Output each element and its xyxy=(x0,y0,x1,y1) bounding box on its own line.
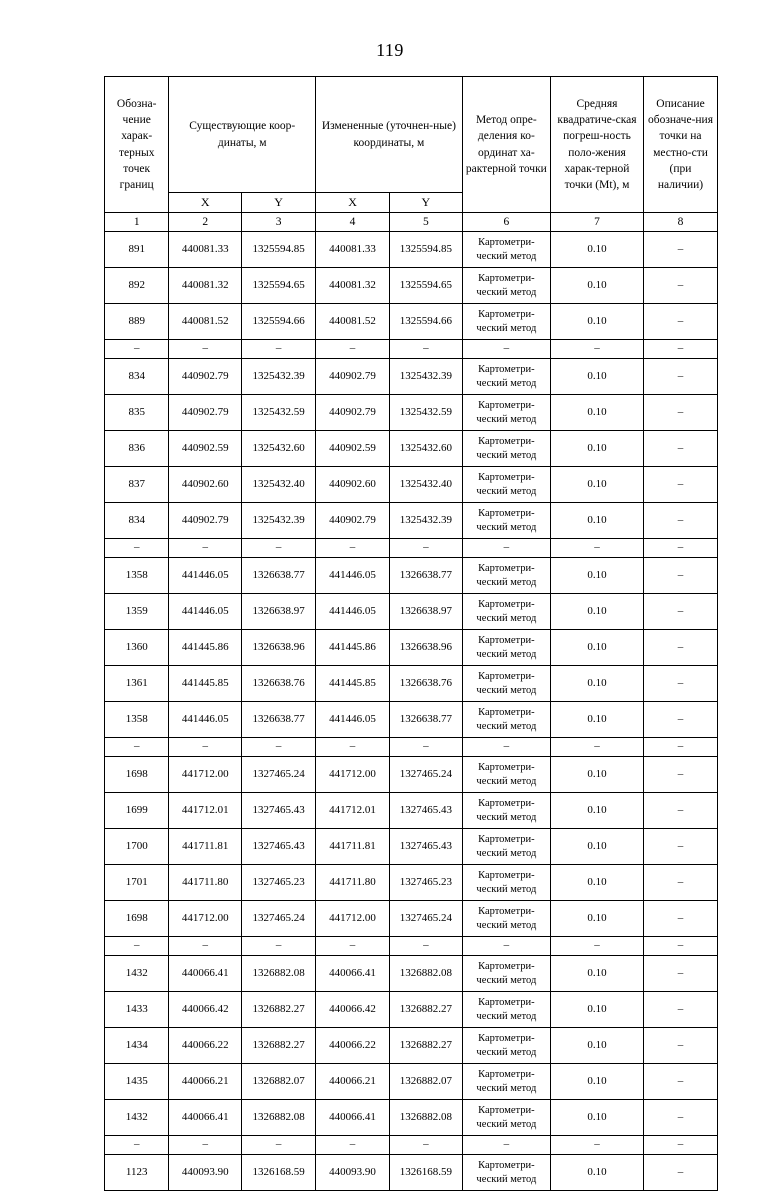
cell-r15-c2: – xyxy=(169,738,242,757)
table-row xyxy=(105,865,718,901)
cell-r0-c3: 1325594.85 xyxy=(242,232,316,268)
cell-r8-c4: 440902.79 xyxy=(316,503,390,539)
cell-r18-c7: 0.10 xyxy=(550,829,643,865)
cell-r10-c3: 1326638.77 xyxy=(242,558,316,594)
cell-r16-c5: 1327465.24 xyxy=(390,757,463,793)
cell-r16-c3: 1327465.24 xyxy=(242,757,316,793)
cell-r1-c3: 1325594.65 xyxy=(242,268,316,304)
cell-r28-c6: Картометри-ческий метод xyxy=(462,1155,550,1191)
table-row xyxy=(105,467,718,503)
cell-r15-c8: – xyxy=(644,738,718,757)
cell-r1-c5: 1325594.65 xyxy=(390,268,463,304)
cell-r25-c7: 0.10 xyxy=(550,1064,643,1100)
cell-r5-c5: 1325432.59 xyxy=(390,395,463,431)
cell-r6-c8: – xyxy=(644,431,718,467)
cell-r11-c4: 441446.05 xyxy=(316,594,390,630)
cell-r27-c1: – xyxy=(105,1136,169,1155)
cell-r12-c6: Картометри-ческий метод xyxy=(462,630,550,666)
cell-r27-c2: – xyxy=(169,1136,242,1155)
cell-r27-c4: – xyxy=(316,1136,390,1155)
table-row xyxy=(105,431,718,467)
column-number-6: 6 xyxy=(462,213,550,232)
header-row-titles xyxy=(105,77,718,193)
cell-r25-c2: 440066.21 xyxy=(169,1064,242,1100)
cell-r0-c2: 440081.33 xyxy=(169,232,242,268)
cell-r11-c1: 1359 xyxy=(105,594,169,630)
cell-r24-c7: 0.10 xyxy=(550,1028,643,1064)
cell-r28-c8: – xyxy=(644,1155,718,1191)
cell-r7-c8: – xyxy=(644,467,718,503)
cell-r11-c7: 0.10 xyxy=(550,594,643,630)
cell-r3-c4: – xyxy=(316,340,390,359)
cell-r12-c7: 0.10 xyxy=(550,630,643,666)
cell-r19-c8: – xyxy=(644,865,718,901)
column-number-4: 4 xyxy=(316,213,390,232)
table-row xyxy=(105,558,718,594)
header-point-designation: Обозна-чение харак-терных точек границ xyxy=(105,77,169,213)
cell-r21-c4: – xyxy=(316,937,390,956)
cell-r28-c4: 440093.90 xyxy=(316,1155,390,1191)
cell-r4-c4: 440902.79 xyxy=(316,359,390,395)
column-number-3: 3 xyxy=(242,213,316,232)
cell-r1-c1: 892 xyxy=(105,268,169,304)
cell-r9-c1: – xyxy=(105,539,169,558)
cell-r20-c7: 0.10 xyxy=(550,901,643,937)
cell-r2-c5: 1325594.66 xyxy=(390,304,463,340)
cell-r22-c4: 440066.41 xyxy=(316,956,390,992)
header-mean-square-error: Средняя квадратиче-ская погреш-ность поло-жения харак-терной точки (Mt), м xyxy=(550,77,643,213)
cell-r23-c1: 1433 xyxy=(105,992,169,1028)
cell-r24-c1: 1434 xyxy=(105,1028,169,1064)
cell-r20-c5: 1327465.24 xyxy=(390,901,463,937)
table-row xyxy=(105,232,718,268)
cell-r20-c2: 441712.00 xyxy=(169,901,242,937)
cell-r17-c2: 441712.01 xyxy=(169,793,242,829)
cell-r8-c5: 1325432.39 xyxy=(390,503,463,539)
table-header xyxy=(105,77,718,232)
cell-r17-c8: – xyxy=(644,793,718,829)
cell-r0-c4: 440081.33 xyxy=(316,232,390,268)
cell-r21-c7: – xyxy=(550,937,643,956)
cell-r5-c2: 440902.79 xyxy=(169,395,242,431)
cell-r16-c8: – xyxy=(644,757,718,793)
cell-r11-c2: 441446.05 xyxy=(169,594,242,630)
cell-r24-c3: 1326882.27 xyxy=(242,1028,316,1064)
header-determination-method: Метод опре-деления ко-ординат ха-рактерной точки xyxy=(462,77,550,213)
cell-r25-c3: 1326882.07 xyxy=(242,1064,316,1100)
cell-r26-c4: 440066.41 xyxy=(316,1100,390,1136)
cell-r18-c8: – xyxy=(644,829,718,865)
cell-r5-c4: 440902.79 xyxy=(316,395,390,431)
table-row xyxy=(105,1028,718,1064)
column-number-8: 8 xyxy=(644,213,718,232)
cell-r5-c7: 0.10 xyxy=(550,395,643,431)
cell-r2-c3: 1325594.66 xyxy=(242,304,316,340)
subheader-y-changed: Y xyxy=(390,193,463,213)
cell-r23-c4: 440066.42 xyxy=(316,992,390,1028)
cell-r27-c3: – xyxy=(242,1136,316,1155)
cell-r8-c8: – xyxy=(644,503,718,539)
cell-r22-c5: 1326882.08 xyxy=(390,956,463,992)
cell-r7-c5: 1325432.40 xyxy=(390,467,463,503)
cell-r20-c1: 1698 xyxy=(105,901,169,937)
subheader-y-existing: Y xyxy=(242,193,316,213)
cell-r26-c3: 1326882.08 xyxy=(242,1100,316,1136)
cell-r21-c1: – xyxy=(105,937,169,956)
cell-r6-c3: 1325432.60 xyxy=(242,431,316,467)
cell-r4-c8: – xyxy=(644,359,718,395)
cell-r2-c4: 440081.52 xyxy=(316,304,390,340)
coordinates-table xyxy=(104,76,718,1191)
header-row-column-numbers xyxy=(105,213,718,232)
header-changed-coordinates: Измененные (уточнен-ные) координаты, м xyxy=(316,77,463,193)
cell-r20-c4: 441712.00 xyxy=(316,901,390,937)
cell-r12-c2: 441445.86 xyxy=(169,630,242,666)
cell-r12-c1: 1360 xyxy=(105,630,169,666)
cell-r0-c7: 0.10 xyxy=(550,232,643,268)
column-number-7: 7 xyxy=(550,213,643,232)
cell-r8-c7: 0.10 xyxy=(550,503,643,539)
cell-r6-c7: 0.10 xyxy=(550,431,643,467)
cell-r16-c2: 441712.00 xyxy=(169,757,242,793)
cell-r23-c6: Картометри-ческий метод xyxy=(462,992,550,1028)
cell-r14-c7: 0.10 xyxy=(550,702,643,738)
cell-r24-c5: 1326882.27 xyxy=(390,1028,463,1064)
cell-r18-c3: 1327465.43 xyxy=(242,829,316,865)
cell-r10-c4: 441446.05 xyxy=(316,558,390,594)
cell-r27-c5: – xyxy=(390,1136,463,1155)
cell-r4-c1: 834 xyxy=(105,359,169,395)
cell-r0-c5: 1325594.85 xyxy=(390,232,463,268)
cell-r19-c4: 441711.80 xyxy=(316,865,390,901)
column-number-1: 1 xyxy=(105,213,169,232)
cell-r13-c8: – xyxy=(644,666,718,702)
cell-r14-c1: 1358 xyxy=(105,702,169,738)
table-row xyxy=(105,304,718,340)
cell-r10-c5: 1326638.77 xyxy=(390,558,463,594)
cell-r25-c5: 1326882.07 xyxy=(390,1064,463,1100)
cell-r26-c8: – xyxy=(644,1100,718,1136)
cell-r19-c3: 1327465.23 xyxy=(242,865,316,901)
table-row xyxy=(105,594,718,630)
cell-r15-c5: – xyxy=(390,738,463,757)
cell-r22-c2: 440066.41 xyxy=(169,956,242,992)
table-row xyxy=(105,395,718,431)
cell-r1-c4: 440081.32 xyxy=(316,268,390,304)
cell-r21-c2: – xyxy=(169,937,242,956)
cell-r0-c8: – xyxy=(644,232,718,268)
cell-r15-c1: – xyxy=(105,738,169,757)
table-separator-row xyxy=(105,738,718,757)
cell-r14-c3: 1326638.77 xyxy=(242,702,316,738)
cell-r8-c3: 1325432.39 xyxy=(242,503,316,539)
table-row xyxy=(105,359,718,395)
cell-r17-c4: 441712.01 xyxy=(316,793,390,829)
cell-r9-c8: – xyxy=(644,539,718,558)
cell-r17-c1: 1699 xyxy=(105,793,169,829)
cell-r11-c6: Картометри-ческий метод xyxy=(462,594,550,630)
cell-r18-c5: 1327465.43 xyxy=(390,829,463,865)
cell-r28-c7: 0.10 xyxy=(550,1155,643,1191)
cell-r24-c4: 440066.22 xyxy=(316,1028,390,1064)
cell-r24-c8: – xyxy=(644,1028,718,1064)
table-row xyxy=(105,1155,718,1191)
cell-r4-c3: 1325432.39 xyxy=(242,359,316,395)
cell-r3-c8: – xyxy=(644,340,718,359)
table-separator-row xyxy=(105,1136,718,1155)
cell-r2-c7: 0.10 xyxy=(550,304,643,340)
cell-r22-c1: 1432 xyxy=(105,956,169,992)
cell-r4-c6: Картометри-ческий метод xyxy=(462,359,550,395)
cell-r16-c7: 0.10 xyxy=(550,757,643,793)
cell-r17-c7: 0.10 xyxy=(550,793,643,829)
table-separator-row xyxy=(105,937,718,956)
subheader-x-changed: X xyxy=(316,193,390,213)
cell-r16-c4: 441712.00 xyxy=(316,757,390,793)
cell-r19-c1: 1701 xyxy=(105,865,169,901)
table-row xyxy=(105,268,718,304)
cell-r3-c7: – xyxy=(550,340,643,359)
table-row xyxy=(105,793,718,829)
cell-r20-c6: Картометри-ческий метод xyxy=(462,901,550,937)
cell-r9-c5: – xyxy=(390,539,463,558)
cell-r15-c7: – xyxy=(550,738,643,757)
cell-r12-c8: – xyxy=(644,630,718,666)
cell-r28-c2: 440093.90 xyxy=(169,1155,242,1191)
cell-r9-c4: – xyxy=(316,539,390,558)
cell-r26-c2: 440066.41 xyxy=(169,1100,242,1136)
cell-r24-c2: 440066.22 xyxy=(169,1028,242,1064)
cell-r20-c8: – xyxy=(644,901,718,937)
table-row xyxy=(105,757,718,793)
header-point-marker-description: Описание обозначе-ния точки на местно-сти (при наличии) xyxy=(644,77,718,213)
cell-r14-c8: – xyxy=(644,702,718,738)
column-number-2: 2 xyxy=(169,213,242,232)
cell-r6-c1: 836 xyxy=(105,431,169,467)
cell-r13-c5: 1326638.76 xyxy=(390,666,463,702)
cell-r10-c7: 0.10 xyxy=(550,558,643,594)
cell-r21-c3: – xyxy=(242,937,316,956)
table-row xyxy=(105,630,718,666)
cell-r5-c1: 835 xyxy=(105,395,169,431)
cell-r2-c1: 889 xyxy=(105,304,169,340)
cell-r0-c1: 891 xyxy=(105,232,169,268)
cell-r14-c5: 1326638.77 xyxy=(390,702,463,738)
cell-r9-c7: – xyxy=(550,539,643,558)
cell-r21-c8: – xyxy=(644,937,718,956)
cell-r13-c2: 441445.85 xyxy=(169,666,242,702)
cell-r23-c7: 0.10 xyxy=(550,992,643,1028)
cell-r4-c7: 0.10 xyxy=(550,359,643,395)
cell-r13-c3: 1326638.76 xyxy=(242,666,316,702)
table-row xyxy=(105,702,718,738)
cell-r12-c5: 1326638.96 xyxy=(390,630,463,666)
cell-r19-c5: 1327465.23 xyxy=(390,865,463,901)
cell-r28-c3: 1326168.59 xyxy=(242,1155,316,1191)
cell-r14-c6: Картометри-ческий метод xyxy=(462,702,550,738)
cell-r6-c2: 440902.59 xyxy=(169,431,242,467)
cell-r3-c5: – xyxy=(390,340,463,359)
cell-r6-c4: 440902.59 xyxy=(316,431,390,467)
cell-r10-c8: – xyxy=(644,558,718,594)
cell-r20-c3: 1327465.24 xyxy=(242,901,316,937)
cell-r25-c6: Картометри-ческий метод xyxy=(462,1064,550,1100)
cell-r1-c7: 0.10 xyxy=(550,268,643,304)
table-separator-row xyxy=(105,340,718,359)
cell-r7-c1: 837 xyxy=(105,467,169,503)
cell-r2-c8: – xyxy=(644,304,718,340)
cell-r0-c6: Картометри-ческий метод xyxy=(462,232,550,268)
table-row xyxy=(105,503,718,539)
cell-r10-c2: 441446.05 xyxy=(169,558,242,594)
cell-r22-c8: – xyxy=(644,956,718,992)
table-row xyxy=(105,666,718,702)
cell-r10-c1: 1358 xyxy=(105,558,169,594)
cell-r21-c5: – xyxy=(390,937,463,956)
cell-r3-c1: – xyxy=(105,340,169,359)
coordinates-table-container xyxy=(104,76,718,1191)
cell-r12-c4: 441445.86 xyxy=(316,630,390,666)
cell-r28-c1: 1123 xyxy=(105,1155,169,1191)
cell-r7-c6: Картометри-ческий метод xyxy=(462,467,550,503)
cell-r3-c3: – xyxy=(242,340,316,359)
cell-r25-c4: 440066.21 xyxy=(316,1064,390,1100)
cell-r26-c5: 1326882.08 xyxy=(390,1100,463,1136)
cell-r17-c6: Картометри-ческий метод xyxy=(462,793,550,829)
cell-r15-c3: – xyxy=(242,738,316,757)
cell-r5-c6: Картометри-ческий метод xyxy=(462,395,550,431)
cell-r18-c1: 1700 xyxy=(105,829,169,865)
cell-r13-c1: 1361 xyxy=(105,666,169,702)
cell-r24-c6: Картометри-ческий метод xyxy=(462,1028,550,1064)
table-row xyxy=(105,1064,718,1100)
cell-r1-c2: 440081.32 xyxy=(169,268,242,304)
cell-r22-c3: 1326882.08 xyxy=(242,956,316,992)
cell-r7-c2: 440902.60 xyxy=(169,467,242,503)
cell-r7-c4: 440902.60 xyxy=(316,467,390,503)
cell-r9-c6: – xyxy=(462,539,550,558)
cell-r23-c8: – xyxy=(644,992,718,1028)
cell-r4-c5: 1325432.39 xyxy=(390,359,463,395)
cell-r11-c5: 1326638.97 xyxy=(390,594,463,630)
cell-r13-c7: 0.10 xyxy=(550,666,643,702)
subheader-x-existing: X xyxy=(169,193,242,213)
cell-r17-c5: 1327465.43 xyxy=(390,793,463,829)
header-existing-coordinates: Существующие коор-динаты, м xyxy=(169,77,316,193)
cell-r23-c3: 1326882.27 xyxy=(242,992,316,1028)
table-row xyxy=(105,992,718,1028)
cell-r23-c2: 440066.42 xyxy=(169,992,242,1028)
cell-r2-c6: Картометри-ческий метод xyxy=(462,304,550,340)
cell-r9-c2: – xyxy=(169,539,242,558)
table-row xyxy=(105,956,718,992)
cell-r19-c2: 441711.80 xyxy=(169,865,242,901)
table-body xyxy=(105,232,718,1191)
cell-r7-c3: 1325432.40 xyxy=(242,467,316,503)
cell-r17-c3: 1327465.43 xyxy=(242,793,316,829)
cell-r19-c7: 0.10 xyxy=(550,865,643,901)
cell-r1-c8: – xyxy=(644,268,718,304)
cell-r5-c8: – xyxy=(644,395,718,431)
cell-r6-c5: 1325432.60 xyxy=(390,431,463,467)
cell-r4-c2: 440902.79 xyxy=(169,359,242,395)
cell-r14-c4: 441446.05 xyxy=(316,702,390,738)
cell-r8-c2: 440902.79 xyxy=(169,503,242,539)
cell-r15-c6: – xyxy=(462,738,550,757)
cell-r22-c6: Картометри-ческий метод xyxy=(462,956,550,992)
cell-r2-c2: 440081.52 xyxy=(169,304,242,340)
cell-r16-c6: Картометри-ческий метод xyxy=(462,757,550,793)
cell-r8-c6: Картометри-ческий метод xyxy=(462,503,550,539)
cell-r27-c8: – xyxy=(644,1136,718,1155)
cell-r19-c6: Картометри-ческий метод xyxy=(462,865,550,901)
cell-r25-c8: – xyxy=(644,1064,718,1100)
table-separator-row xyxy=(105,539,718,558)
cell-r8-c1: 834 xyxy=(105,503,169,539)
cell-r18-c4: 441711.81 xyxy=(316,829,390,865)
cell-r9-c3: – xyxy=(242,539,316,558)
cell-r3-c2: – xyxy=(169,340,242,359)
page-number: 119 xyxy=(376,40,404,60)
cell-r27-c6: – xyxy=(462,1136,550,1155)
cell-r5-c3: 1325432.59 xyxy=(242,395,316,431)
cell-r12-c3: 1326638.96 xyxy=(242,630,316,666)
cell-r25-c1: 1435 xyxy=(105,1064,169,1100)
cell-r26-c7: 0.10 xyxy=(550,1100,643,1136)
table-row xyxy=(105,829,718,865)
cell-r11-c8: – xyxy=(644,594,718,630)
cell-r3-c6: – xyxy=(462,340,550,359)
cell-r13-c6: Картометри-ческий метод xyxy=(462,666,550,702)
cell-r1-c6: Картометри-ческий метод xyxy=(462,268,550,304)
cell-r18-c6: Картометри-ческий метод xyxy=(462,829,550,865)
cell-r27-c7: – xyxy=(550,1136,643,1155)
table-row xyxy=(105,1100,718,1136)
table-row xyxy=(105,901,718,937)
cell-r15-c4: – xyxy=(316,738,390,757)
cell-r7-c7: 0.10 xyxy=(550,467,643,503)
column-number-5: 5 xyxy=(390,213,463,232)
cell-r21-c6: – xyxy=(462,937,550,956)
cell-r16-c1: 1698 xyxy=(105,757,169,793)
cell-r22-c7: 0.10 xyxy=(550,956,643,992)
cell-r6-c6: Картометри-ческий метод xyxy=(462,431,550,467)
cell-r10-c6: Картометри-ческий метод xyxy=(462,558,550,594)
cell-r14-c2: 441446.05 xyxy=(169,702,242,738)
cell-r28-c5: 1326168.59 xyxy=(390,1155,463,1191)
cell-r26-c6: Картометри-ческий метод xyxy=(462,1100,550,1136)
cell-r18-c2: 441711.81 xyxy=(169,829,242,865)
cell-r26-c1: 1432 xyxy=(105,1100,169,1136)
cell-r13-c4: 441445.85 xyxy=(316,666,390,702)
cell-r23-c5: 1326882.27 xyxy=(390,992,463,1028)
cell-r11-c3: 1326638.97 xyxy=(242,594,316,630)
